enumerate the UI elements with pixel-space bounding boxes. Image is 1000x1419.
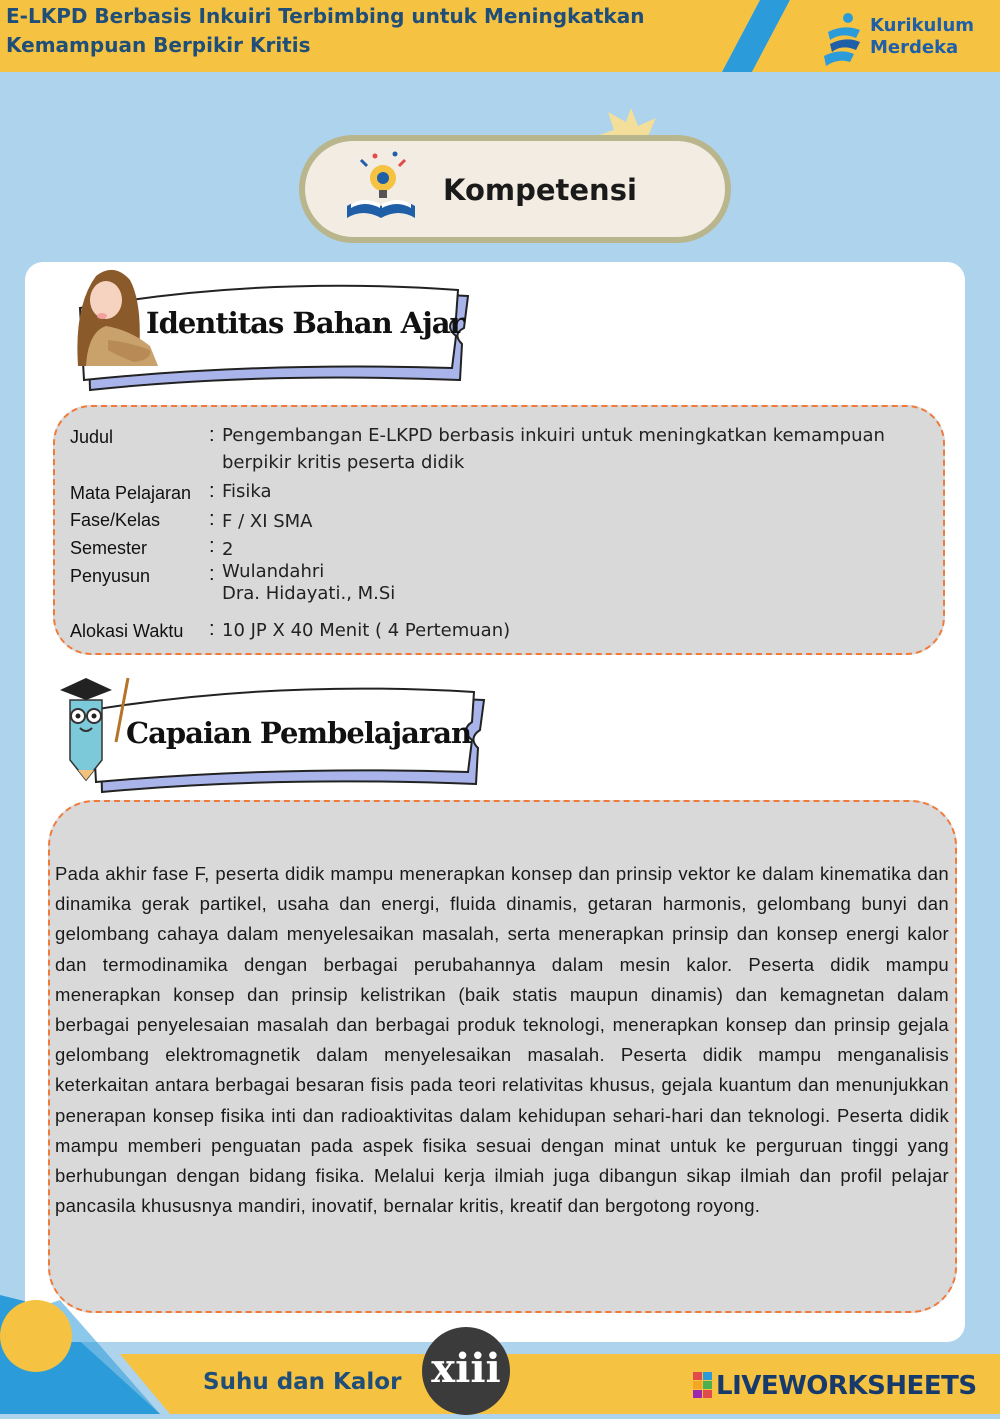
colon-judul: :	[209, 424, 215, 446]
label-judul: Judul	[70, 427, 114, 447]
logo-line-1: Kurikulum	[870, 15, 975, 36]
label-penyusun: Penyusun	[70, 566, 151, 586]
value-judul-line-2: berpikir kritis peserta didik	[222, 452, 465, 473]
capaian-paragraph: Pada akhir fase F, peserta didik mampu menerapkan konsep dan prinsip vektor ke dalam kinematika dan dinamika gerak partikel, usaha dan energi, fluida dinamis, getaran harmonis, gelombang bunyi dan gelombang cahaya dalam menyelesaikan masalah, serta menerapkan prinsip dan konsep energi kalor dan termodinamika dengan berbagai perubahannya dalam mesin kalor. Peserta didik mampu menerapkan konsep dan prinsip kelistrikan (baik statis maupun dinamis) dan kemagnetan dalam berbagai penyelesaian masalah dan berbagai produk teknologi, menerapkan konsep dan prinsip gejala gelombang elektromagnetik dalam menyelesaikan masalah. Peserta didik mampu menganalisis keterkaitan antara berbagai besaran fisis pada teori relativitas khusus, gejala kuantum dan menunjukkan penerapan konsep fisika inti dan radioaktivitas dalam kehidupan sehari-hari dan teknologi. Peserta didik mampu memberi penguatan pada aspek fisika sesuai dengan minat untuk ke perguruan tinggi yang berhubungan dengan bidang fisika. Melalui kerja ilmiah juga dibangun sikap ilmiah dan profil pelajar pancasila khususnya mandiri, inovatif, bernalar kritis, kreatif dan bergotong royong.	[55, 863, 949, 1217]
value-judul-line-1: Pengembangan E-LKPD berbasis inkuiri untuk meningkatkan kemampuan	[222, 425, 885, 446]
value-judul	[222, 422, 927, 476]
section-title-kompetensi: Kompetensi	[443, 173, 637, 207]
colon-semester: :	[209, 535, 215, 557]
label-alokasi-waktu: Alokasi Waktu	[70, 621, 184, 641]
value-mata-pelajaran: Fisika	[222, 481, 272, 502]
footer-topic-title: Suhu dan Kalor	[203, 1369, 402, 1395]
colon-mata-pelajaran: :	[209, 480, 215, 502]
label-semester: Semester	[70, 538, 148, 558]
pencil-mascot-icon	[56, 672, 136, 784]
page-number: xiii	[422, 1327, 510, 1415]
liveworksheets-logo-icon	[693, 1372, 713, 1398]
colon-alokasi-waktu: :	[209, 618, 215, 640]
value-semester: 2	[222, 539, 234, 560]
value-alokasi-waktu: 10 JP X 40 Menit ( 4 Pertemuan)	[222, 620, 511, 641]
identitas-heading: Identitas Bahan Ajar	[146, 306, 464, 340]
value-penyusun-line-1: Wulandahri	[222, 561, 325, 582]
colon-fase-kelas: :	[209, 508, 215, 530]
colon-penyusun: :	[209, 563, 215, 585]
logo-line-2: Merdeka	[870, 37, 959, 58]
value-penyusun-line-2: Dra. Hidayati., M.Si	[222, 583, 396, 604]
label-mata-pelajaran: Mata Pelajaran	[70, 483, 192, 503]
value-penyusun	[222, 561, 927, 605]
capaian-heading: Capaian Pembelajaran	[126, 716, 472, 750]
title-line-2: Kemampuan Berpikir Kritis	[6, 33, 311, 57]
liveworksheets-brand[interactable]: LIVEWORKSHEETS	[716, 1371, 977, 1401]
book-lightbulb-icon	[345, 150, 415, 227]
value-fase-kelas: F / XI SMA	[222, 511, 313, 532]
title-line-1: E-LKPD Berbasis Inkuiri Terbimbing untuk Meningkatkan	[6, 4, 645, 28]
label-fase-kelas: Fase/Kelas	[70, 510, 161, 530]
